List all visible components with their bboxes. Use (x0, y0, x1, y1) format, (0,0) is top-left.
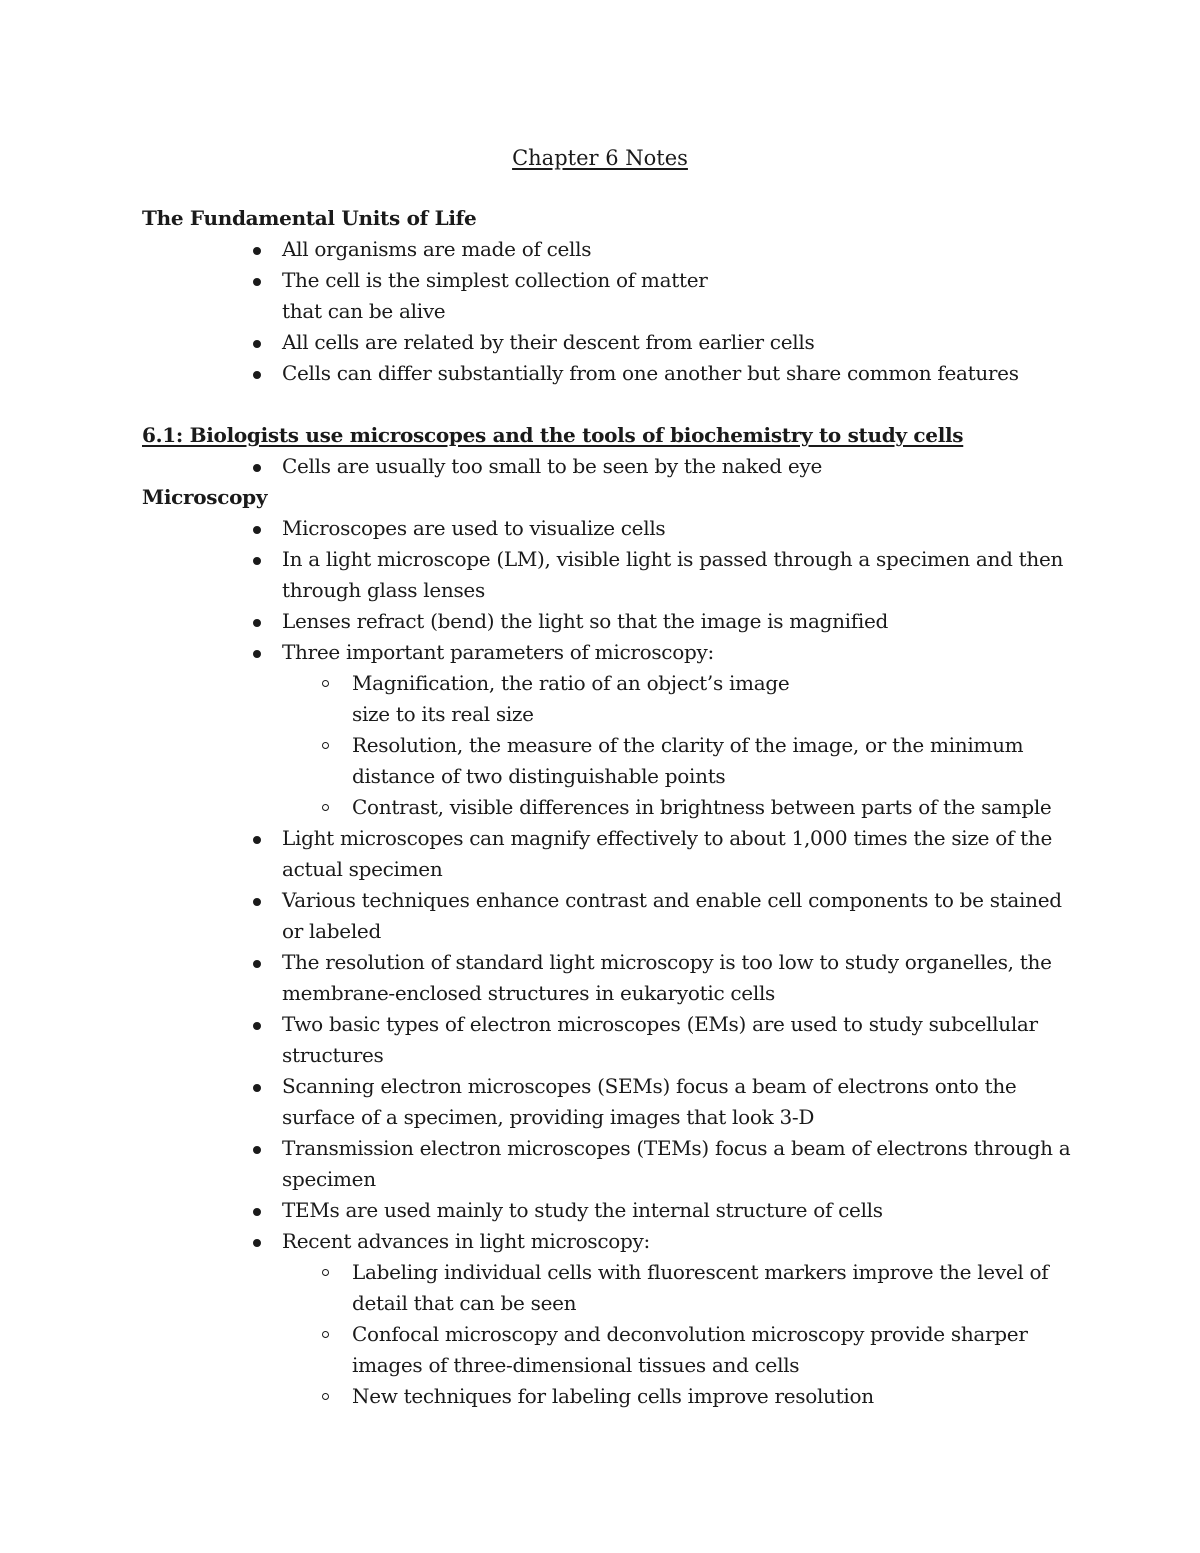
bullet-icon (253, 340, 261, 348)
list-item-text: Various techniques enhance contrast and enable cell components to be stained or labeled (282, 888, 1062, 943)
list-item (142, 637, 1072, 823)
bullet-list-fundamental-units (142, 234, 1072, 389)
list-item-text: The cell is the simplest collection of matter that can be alive (282, 268, 708, 323)
section-heading-microscopy: Microscopy (142, 485, 268, 509)
sub-list-item (282, 668, 1072, 730)
list-item (142, 606, 1072, 637)
sub-list-item (282, 1319, 1072, 1381)
hollow-bullet-icon (322, 680, 329, 687)
list-item-text: All organisms are made of cells (282, 237, 592, 261)
hollow-bullet-icon (322, 1331, 329, 1338)
bullet-icon (253, 371, 261, 379)
list-item (142, 234, 1072, 265)
bullet-icon (253, 278, 261, 286)
bullet-icon (253, 1146, 261, 1154)
sub-list-item (282, 1381, 1072, 1412)
bullet-icon (253, 1022, 261, 1030)
list-item (142, 544, 1072, 606)
list-item-text: Scanning electron microscopes (SEMs) focus a beam of electrons onto the surface of a specimen, providing images that look 3-D (282, 1074, 1017, 1129)
bullet-icon (253, 1239, 261, 1247)
bullet-icon (253, 526, 261, 534)
list-item-text: Two basic types of electron microscopes (EMs) are used to study subcellular structures (282, 1012, 1038, 1067)
bullet-list-6-1 (142, 451, 1072, 482)
bullet-icon (253, 650, 261, 658)
sub-list-item-text: Labeling individual cells with fluorescent markers improve the level of detail that can be seen (352, 1260, 1049, 1315)
sub-bullet-list-advances (282, 1257, 1072, 1412)
bullet-list-microscopy (142, 513, 1072, 1412)
list-item-text: Light microscopes can magnify effectively to about 1,000 times the size of the actual specimen (282, 826, 1052, 881)
bullet-icon (253, 557, 261, 565)
document-body (142, 203, 1072, 1412)
list-item (142, 1133, 1072, 1195)
sub-list-item-text: Resolution, the measure of the clarity of the image, or the minimum distance of two distinguishable points (352, 733, 1024, 788)
list-item (142, 1226, 1072, 1412)
list-item (142, 513, 1072, 544)
sub-list-item-text: New techniques for labeling cells improve resolution (352, 1384, 874, 1408)
list-item-text: Cells are usually too small to be seen by the naked eye (282, 454, 822, 478)
list-item-text: Cells can differ substantially from one another but share common features (282, 361, 1019, 385)
list-item (142, 265, 1072, 327)
sub-list-item-text: Confocal microscopy and deconvolution microscopy provide sharper images of three-dimensional tissues and cells (352, 1322, 1028, 1377)
list-item (142, 358, 1072, 389)
sub-list-item (282, 1257, 1072, 1319)
list-item (142, 947, 1072, 1009)
sub-list-item (282, 730, 1072, 792)
list-item (142, 1009, 1072, 1071)
list-item (142, 1071, 1072, 1133)
bullet-icon (253, 836, 261, 844)
bullet-icon (253, 619, 261, 627)
bullet-icon (253, 960, 261, 968)
list-item (142, 885, 1072, 947)
hollow-bullet-icon (322, 1393, 329, 1400)
list-item-text: Recent advances in light microscopy: (282, 1229, 650, 1253)
section-heading-fundamental-units: The Fundamental Units of Life (142, 206, 477, 230)
list-item-text: In a light microscope (LM), visible light is passed through a specimen and then through glass lenses (282, 547, 1064, 602)
list-item-text: All cells are related by their descent from earlier cells (282, 330, 815, 354)
sub-bullet-list-parameters (282, 668, 1072, 823)
sub-list-item-text: Contrast, visible differences in brightness between parts of the sample (352, 795, 1052, 819)
bullet-icon (253, 898, 261, 906)
list-item-text: Transmission electron microscopes (TEMs) focus a beam of electrons through a specimen (282, 1136, 1071, 1191)
sub-list-item (282, 792, 1072, 823)
sub-list-item-text: Magnification, the ratio of an object’s image size to its real size (352, 671, 790, 726)
hollow-bullet-icon (322, 1269, 329, 1276)
list-item-text: The resolution of standard light microscopy is too low to study organelles, the membrane-enclosed structures in eukaryotic cells (282, 950, 1052, 1005)
section-heading-6-1: 6.1: Biologists use microscopes and the tools of biochemistry to study cells (142, 423, 964, 447)
hollow-bullet-icon (322, 742, 329, 749)
page-title: Chapter 6 Notes (512, 146, 688, 170)
list-item (142, 451, 1072, 482)
list-item (142, 327, 1072, 358)
bullet-icon (253, 247, 261, 255)
list-item-text: Three important parameters of microscopy: (282, 640, 714, 664)
bullet-icon (253, 1208, 261, 1216)
spacer (142, 389, 1072, 420)
list-item (142, 1195, 1072, 1226)
bullet-icon (253, 1084, 261, 1092)
list-item (142, 823, 1072, 885)
bullet-icon (253, 464, 261, 472)
hollow-bullet-icon (322, 804, 329, 811)
list-item-text: TEMs are used mainly to study the internal structure of cells (282, 1198, 883, 1222)
list-item-text: Lenses refract (bend) the light so that the image is magnified (282, 609, 888, 633)
list-item-text: Microscopes are used to visualize cells (282, 516, 666, 540)
